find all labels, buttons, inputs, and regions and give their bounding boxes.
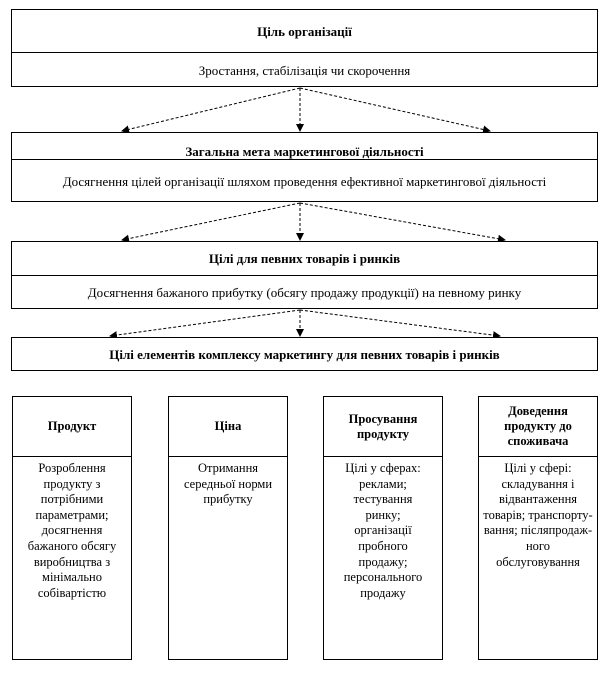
column-price-text: Отримання середньої норми прибутку bbox=[169, 456, 287, 659]
product-market-goals-text: Досягнення бажаного прибутку (обсягу продажу продукції) на певному ринку bbox=[12, 275, 597, 309]
column-price bbox=[168, 396, 288, 660]
column-distribution bbox=[478, 396, 598, 660]
column-promotion bbox=[323, 396, 443, 660]
column-product-text: Розроблення продукту з потрібними параметрами; досягнення бажаного обсягу виробництва з мінімально собівартістю bbox=[13, 456, 131, 659]
marketing-mix-goals-box bbox=[11, 337, 598, 371]
arrow-1-left bbox=[122, 88, 300, 131]
product-market-goals-title: Цілі для певних товарів і ринків bbox=[208, 251, 401, 266]
column-product-title: Продукт bbox=[47, 419, 97, 433]
organization-goal-text: Зростання, стабілізація чи скорочення bbox=[12, 52, 597, 87]
column-distribution-text: Цілі у сфері: складування і відвантаження товарів; транспорту-вання; післяпродаж-ного обслуговування bbox=[479, 456, 597, 659]
marketing-goal-title: Загальна мета маркетингової діяльності bbox=[185, 144, 424, 159]
column-promotion-text: Цілі у сферах: реклами; тестування ринку; організації пробного продажу; персонального продажу bbox=[324, 456, 442, 659]
product-market-goals-box bbox=[11, 241, 598, 309]
marketing-mix-goals-title: Цілі елементів комплексу маркетингу для певних товарів і ринків bbox=[109, 347, 500, 362]
marketing-goal-text: Досягнення цілей організації шляхом проведення ефективної маркетингової діяльності bbox=[12, 159, 597, 202]
column-product bbox=[12, 396, 132, 660]
arrow-1-right bbox=[300, 88, 490, 131]
arrow-2-right bbox=[300, 203, 505, 240]
arrow-2-left bbox=[122, 203, 300, 240]
column-price-title: Ціна bbox=[214, 419, 242, 433]
column-promotion-title: Просування продукту bbox=[348, 411, 418, 441]
arrow-3-left bbox=[110, 310, 300, 336]
organization-goal-box bbox=[11, 9, 598, 87]
marketing-goal-box bbox=[11, 132, 598, 202]
arrow-3-right bbox=[300, 310, 500, 336]
column-distribution-title: Доведення продукту до споживача bbox=[504, 404, 572, 448]
organization-goal-title: Ціль організації bbox=[257, 23, 352, 39]
